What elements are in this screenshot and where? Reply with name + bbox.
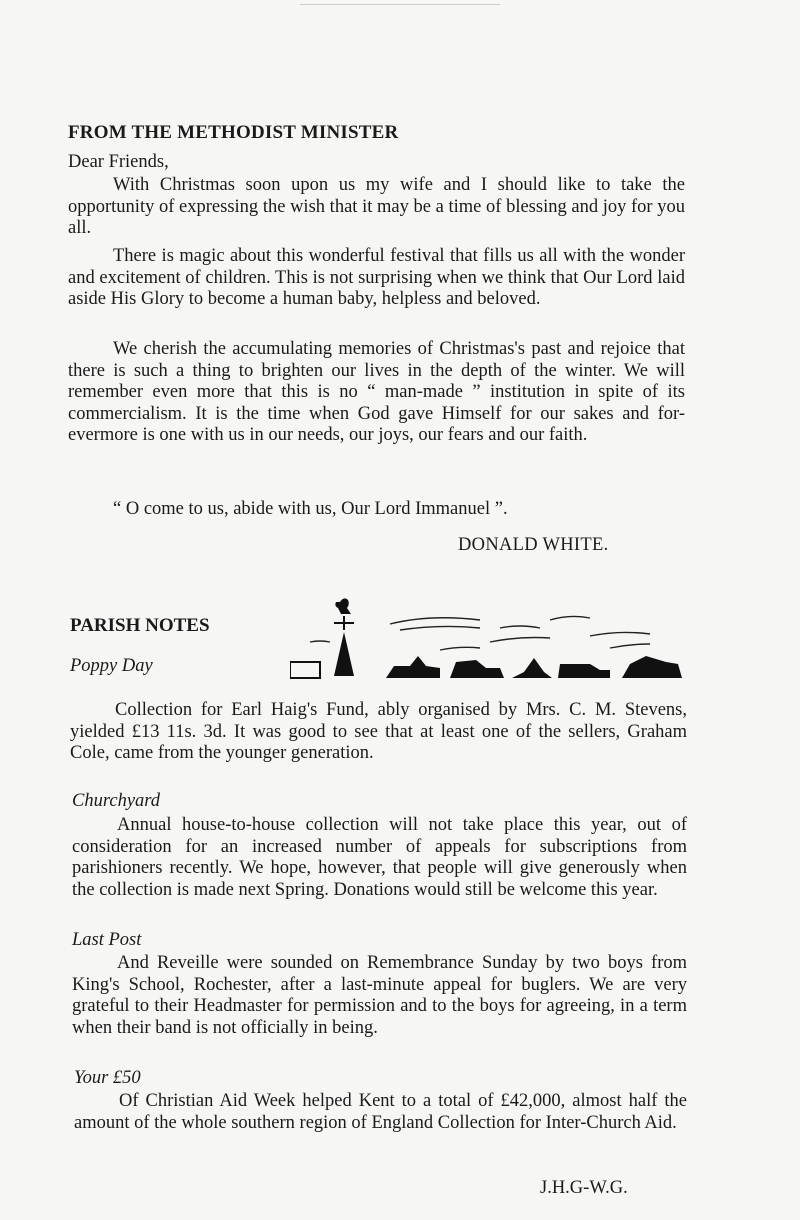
parish-heading: PARISH NOTES — [70, 615, 210, 636]
section-title-churchyard: Churchyard — [72, 791, 161, 811]
minister-paragraph-2: There is magic about this wonderful festival that fills us all with the wonder and excitement of children. This is not surprising when we think that Our Lord laid aside His Glory to become a human baby, helpless and beloved. — [68, 246, 685, 309]
minister-signature: DONALD WHITE. — [458, 535, 609, 555]
section-text-poppy-day: Collection for Earl Haig's Fund, ably organised by Mrs. C. M. Stevens, yielded £13 11s. 3d. It was good to see that at least one of the sellers, Graham Cole, came from the younger generation. — [70, 700, 687, 763]
parish-signature: J.H.G-W.G. — [540, 1178, 628, 1198]
section-text-your-50: Of Christian Aid Week helped Kent to a total of £42,000, almost half the amount of the whole southern region of England Collection for Inter-Church Aid. — [74, 1091, 687, 1133]
section-title-last-post: Last Post — [72, 930, 142, 950]
minister-paragraph-3: We cherish the accumulating memories of Christmas's past and rejoice that there is such a thing to brighten our lives in the depth of the winter. We will remember even more that this is no “ man-made ” institution in spite of its commercialism. It is the time when God gave Himself for our sakes and for-evermore is one with us in our needs, our joys, our fears and our faith. — [68, 339, 685, 445]
village-silhouette-illustration — [290, 592, 690, 682]
minister-heading: FROM THE METHODIST MINISTER — [68, 122, 399, 143]
section-text-churchyard: Annual house-to-house collection will not take place this year, out of consideration for an increased number of appeals for subscriptions from parishioners recently. We hope, however, that people will give generously when the collection is made next Spring. Donations would still be welcome this year. — [72, 815, 687, 900]
hymn-quote: “ O come to us, abide with us, Our Lord Immanuel ”. — [113, 499, 508, 519]
section-title-your-50: Your £50 — [74, 1068, 141, 1088]
section-title-poppy-day: Poppy Day — [70, 656, 153, 676]
salutation: Dear Friends, — [68, 152, 169, 172]
section-text-last-post: And Reveille were sounded on Remembrance Sunday by two boys from King's School, Rochester, after a last-minute appeal for buglers. We are very grateful to their Headmaster for permission and to the boys for agreeing, in a term when their band is not officially in being. — [72, 953, 687, 1038]
minister-paragraph-1: With Christmas soon upon us my wife and I should like to take the opportunity of expressing the wish that it may be a time of blessing and joy for you all. — [68, 175, 685, 238]
top-rule — [300, 4, 500, 5]
